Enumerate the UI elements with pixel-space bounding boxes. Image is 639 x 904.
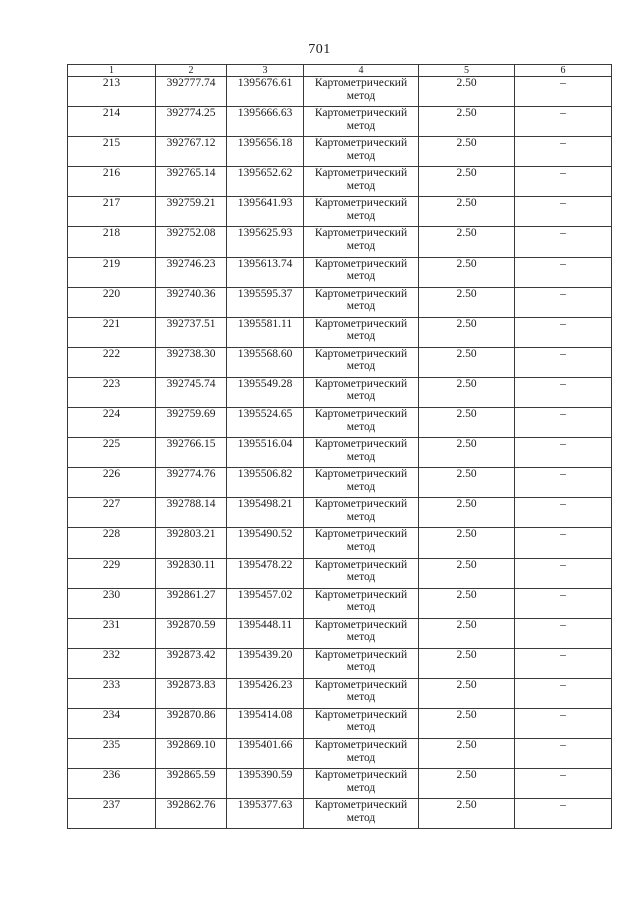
method-cell — [304, 167, 419, 197]
coord-y: 1395613.74 — [227, 257, 304, 287]
coord-x: 392862.76 — [156, 799, 227, 829]
table-row — [68, 708, 612, 738]
accuracy-value: 2.50 — [419, 739, 515, 769]
accuracy-value: 2.50 — [419, 799, 515, 829]
table-body — [68, 77, 612, 829]
coord-y: 1395524.65 — [227, 408, 304, 438]
table-row — [68, 648, 612, 678]
table-header — [68, 65, 612, 77]
accuracy-value: 2.50 — [419, 708, 515, 738]
method-cell — [304, 498, 419, 528]
method-line2: метод — [346, 571, 376, 583]
method-line1: Картометрический — [314, 287, 408, 300]
accuracy-value: 2.50 — [419, 498, 515, 528]
table-row — [68, 197, 612, 227]
point-number: 229 — [68, 558, 156, 588]
header-col-1: 1 — [68, 65, 156, 77]
coord-y: 1395666.63 — [227, 107, 304, 137]
method-line1: Картометрический — [314, 317, 408, 330]
method-line2: метод — [346, 270, 376, 283]
method-cell — [304, 438, 419, 468]
coord-y: 1395478.22 — [227, 558, 304, 588]
point-number: 224 — [68, 408, 156, 438]
point-number: 233 — [68, 678, 156, 708]
accuracy-value: 2.50 — [419, 678, 515, 708]
header-col-5: 5 — [419, 65, 515, 77]
table-row — [68, 498, 612, 528]
point-number: 215 — [68, 137, 156, 167]
note-dash: – — [515, 769, 612, 799]
point-number: 213 — [68, 77, 156, 107]
coord-y: 1395568.60 — [227, 347, 304, 377]
method-cell — [304, 317, 419, 347]
point-number: 237 — [68, 799, 156, 829]
table-row — [68, 558, 612, 588]
coord-x: 392774.25 — [156, 107, 227, 137]
method-line1: Картометрический — [314, 528, 408, 541]
note-dash: – — [515, 317, 612, 347]
note-dash: – — [515, 648, 612, 678]
note-dash: – — [515, 588, 612, 618]
note-dash: – — [515, 347, 612, 377]
method-line2: метод — [346, 420, 376, 433]
note-dash: – — [515, 708, 612, 738]
table-row — [68, 377, 612, 407]
method-line2: метод — [346, 480, 376, 493]
page-number: 701 — [308, 42, 331, 57]
coord-y: 1395641.93 — [227, 197, 304, 227]
method-line1: Картометрический — [314, 408, 408, 421]
method-line2: метод — [346, 811, 376, 824]
point-number: 232 — [68, 648, 156, 678]
point-number: 218 — [68, 227, 156, 257]
method-cell — [304, 408, 419, 438]
method-cell — [304, 528, 419, 558]
table-row — [68, 317, 612, 347]
coord-y: 1395656.18 — [227, 137, 304, 167]
coord-y: 1395549.28 — [227, 377, 304, 407]
method-cell — [304, 257, 419, 287]
coord-y: 1395490.52 — [227, 528, 304, 558]
note-dash: – — [515, 137, 612, 167]
coord-x: 392777.74 — [156, 77, 227, 107]
method-line1: Картометрический — [314, 498, 408, 511]
coord-x: 392759.69 — [156, 408, 227, 438]
coord-x: 392765.14 — [156, 167, 227, 197]
table-row — [68, 528, 612, 558]
method-line2: метод — [346, 661, 376, 674]
point-number: 236 — [68, 769, 156, 799]
coord-y: 1395506.82 — [227, 468, 304, 498]
accuracy-value: 2.50 — [419, 257, 515, 287]
point-number: 230 — [68, 588, 156, 618]
coord-x: 392745.74 — [156, 377, 227, 407]
point-number: 217 — [68, 197, 156, 227]
accuracy-value: 2.50 — [419, 287, 515, 317]
table-row — [68, 287, 612, 317]
method-cell — [304, 227, 419, 257]
method-cell — [304, 377, 419, 407]
table-row — [68, 107, 612, 137]
table-row — [68, 347, 612, 377]
method-line2: метод — [346, 721, 376, 734]
method-cell — [304, 678, 419, 708]
table-row — [68, 769, 612, 799]
method-line2: метод — [346, 510, 376, 523]
accuracy-value: 2.50 — [419, 558, 515, 588]
accuracy-value: 2.50 — [419, 347, 515, 377]
note-dash: – — [515, 438, 612, 468]
note-dash: – — [515, 227, 612, 257]
table-row — [68, 167, 612, 197]
point-number: 219 — [68, 257, 156, 287]
method-cell — [304, 347, 419, 377]
method-line2: метод — [346, 751, 376, 764]
note-dash: – — [515, 287, 612, 317]
coord-x: 392752.08 — [156, 227, 227, 257]
method-line1: Картометрический — [314, 137, 408, 150]
accuracy-value: 2.50 — [419, 438, 515, 468]
note-dash: – — [515, 197, 612, 227]
table-row — [68, 799, 612, 829]
coord-x: 392767.12 — [156, 137, 227, 167]
method-line2: метод — [346, 631, 376, 644]
method-cell — [304, 197, 419, 227]
coord-y: 1395676.61 — [227, 77, 304, 107]
accuracy-value: 2.50 — [419, 227, 515, 257]
note-dash: – — [515, 678, 612, 708]
accuracy-value: 2.50 — [419, 197, 515, 227]
table-row — [68, 588, 612, 618]
method-line2: метод — [346, 119, 376, 132]
method-line1: Картометрический — [314, 648, 408, 661]
accuracy-value: 2.50 — [419, 377, 515, 407]
point-number: 231 — [68, 618, 156, 648]
note-dash: – — [515, 558, 612, 588]
method-line1: Картометрический — [314, 769, 408, 782]
point-number: 223 — [68, 377, 156, 407]
coord-x: 392870.86 — [156, 708, 227, 738]
coord-x: 392861.27 — [156, 588, 227, 618]
method-line1: Картометрический — [314, 739, 408, 752]
accuracy-value: 2.50 — [419, 618, 515, 648]
point-number: 221 — [68, 317, 156, 347]
method-cell — [304, 769, 419, 799]
point-number: 222 — [68, 347, 156, 377]
note-dash: – — [515, 739, 612, 769]
accuracy-value: 2.50 — [419, 77, 515, 107]
note-dash: – — [515, 528, 612, 558]
method-cell — [304, 588, 419, 618]
note-dash: – — [515, 257, 612, 287]
coord-x: 392870.59 — [156, 618, 227, 648]
table-row — [68, 678, 612, 708]
method-line1: Картометрический — [314, 588, 408, 601]
method-line1: Картометрический — [314, 167, 408, 180]
method-cell — [304, 708, 419, 738]
method-cell — [304, 107, 419, 137]
point-number: 226 — [68, 468, 156, 498]
note-dash: – — [515, 377, 612, 407]
header-col-6: 6 — [515, 65, 612, 77]
coord-x: 392740.36 — [156, 287, 227, 317]
coord-x: 392738.30 — [156, 347, 227, 377]
method-line2: метод — [346, 691, 376, 704]
method-line1: Картометрический — [314, 347, 408, 360]
method-line1: Картометрический — [314, 558, 408, 571]
table-row — [68, 739, 612, 769]
coord-x: 392759.21 — [156, 197, 227, 227]
note-dash: – — [515, 468, 612, 498]
note-dash: – — [515, 107, 612, 137]
method-line2: метод — [346, 89, 376, 102]
method-line1: Картометрический — [314, 618, 408, 631]
accuracy-value: 2.50 — [419, 107, 515, 137]
coord-y: 1395498.21 — [227, 498, 304, 528]
coord-x: 392766.15 — [156, 438, 227, 468]
table-row — [68, 77, 612, 107]
note-dash: – — [515, 799, 612, 829]
coord-y: 1395448.11 — [227, 618, 304, 648]
method-line2: метод — [346, 300, 376, 313]
method-line1: Картометрический — [314, 377, 408, 390]
method-cell — [304, 558, 419, 588]
coord-y: 1395652.62 — [227, 167, 304, 197]
method-cell — [304, 287, 419, 317]
method-cell — [304, 77, 419, 107]
accuracy-value: 2.50 — [419, 408, 515, 438]
point-number: 216 — [68, 167, 156, 197]
method-cell — [304, 648, 419, 678]
point-number: 234 — [68, 708, 156, 738]
accuracy-value: 2.50 — [419, 588, 515, 618]
method-line1: Картометрический — [314, 197, 408, 210]
coordinates-table — [67, 64, 612, 829]
table-row — [68, 137, 612, 167]
point-number: 214 — [68, 107, 156, 137]
coord-y: 1395595.37 — [227, 287, 304, 317]
method-line1: Картометрический — [314, 678, 408, 691]
header-row — [68, 65, 612, 77]
coord-x: 392788.14 — [156, 498, 227, 528]
method-line2: метод — [346, 149, 376, 162]
table-row — [68, 408, 612, 438]
point-number: 227 — [68, 498, 156, 528]
accuracy-value: 2.50 — [419, 167, 515, 197]
method-line1: Картометрический — [314, 438, 408, 451]
table-row — [68, 438, 612, 468]
coord-x: 392737.51 — [156, 317, 227, 347]
method-line2: метод — [346, 540, 376, 553]
coord-y: 1395457.02 — [227, 588, 304, 618]
header-col-3: 3 — [227, 65, 304, 77]
coord-y: 1395377.63 — [227, 799, 304, 829]
method-cell — [304, 799, 419, 829]
coord-y: 1395414.08 — [227, 708, 304, 738]
accuracy-value: 2.50 — [419, 528, 515, 558]
coord-x: 392869.10 — [156, 739, 227, 769]
point-number: 235 — [68, 739, 156, 769]
table-row — [68, 618, 612, 648]
note-dash: – — [515, 167, 612, 197]
coord-y: 1395401.66 — [227, 739, 304, 769]
method-line1: Картометрический — [314, 77, 408, 89]
method-line2: метод — [346, 179, 376, 192]
method-line1: Картометрический — [314, 257, 408, 270]
coord-x: 392774.76 — [156, 468, 227, 498]
method-line1: Картометрический — [314, 468, 408, 481]
point-number: 220 — [68, 287, 156, 317]
table-row — [68, 227, 612, 257]
accuracy-value: 2.50 — [419, 648, 515, 678]
method-cell — [304, 468, 419, 498]
accuracy-value: 2.50 — [419, 317, 515, 347]
table-row — [68, 468, 612, 498]
note-dash: – — [515, 77, 612, 107]
method-cell — [304, 739, 419, 769]
method-line2: метод — [346, 601, 376, 614]
coord-y: 1395426.23 — [227, 678, 304, 708]
accuracy-value: 2.50 — [419, 468, 515, 498]
coord-x: 392803.21 — [156, 528, 227, 558]
accuracy-value: 2.50 — [419, 769, 515, 799]
coord-y: 1395516.04 — [227, 438, 304, 468]
method-line2: метод — [346, 781, 376, 794]
method-line2: метод — [346, 390, 376, 403]
method-line2: метод — [346, 450, 376, 463]
coord-x: 392746.23 — [156, 257, 227, 287]
method-line2: метод — [346, 330, 376, 343]
note-dash: – — [515, 498, 612, 528]
note-dash: – — [515, 618, 612, 648]
coord-x: 392873.83 — [156, 678, 227, 708]
header-col-2: 2 — [156, 65, 227, 77]
point-number: 228 — [68, 528, 156, 558]
method-line1: Картометрический — [314, 227, 408, 240]
coord-x: 392830.11 — [156, 558, 227, 588]
coord-x: 392873.42 — [156, 648, 227, 678]
accuracy-value: 2.50 — [419, 137, 515, 167]
method-cell — [304, 618, 419, 648]
table-row — [68, 257, 612, 287]
method-cell — [304, 137, 419, 167]
point-number: 225 — [68, 438, 156, 468]
method-line2: метод — [346, 360, 376, 373]
method-line1: Картометрический — [314, 107, 408, 120]
note-dash: – — [515, 408, 612, 438]
coord-y: 1395625.93 — [227, 227, 304, 257]
header-col-4: 4 — [304, 65, 419, 77]
method-line1: Картометрический — [314, 799, 408, 812]
method-line2: метод — [346, 209, 376, 222]
coord-y: 1395390.59 — [227, 769, 304, 799]
method-line2: метод — [346, 239, 376, 252]
method-line1: Картометрический — [314, 708, 408, 721]
coord-y: 1395581.11 — [227, 317, 304, 347]
coord-x: 392865.59 — [156, 769, 227, 799]
coord-y: 1395439.20 — [227, 648, 304, 678]
